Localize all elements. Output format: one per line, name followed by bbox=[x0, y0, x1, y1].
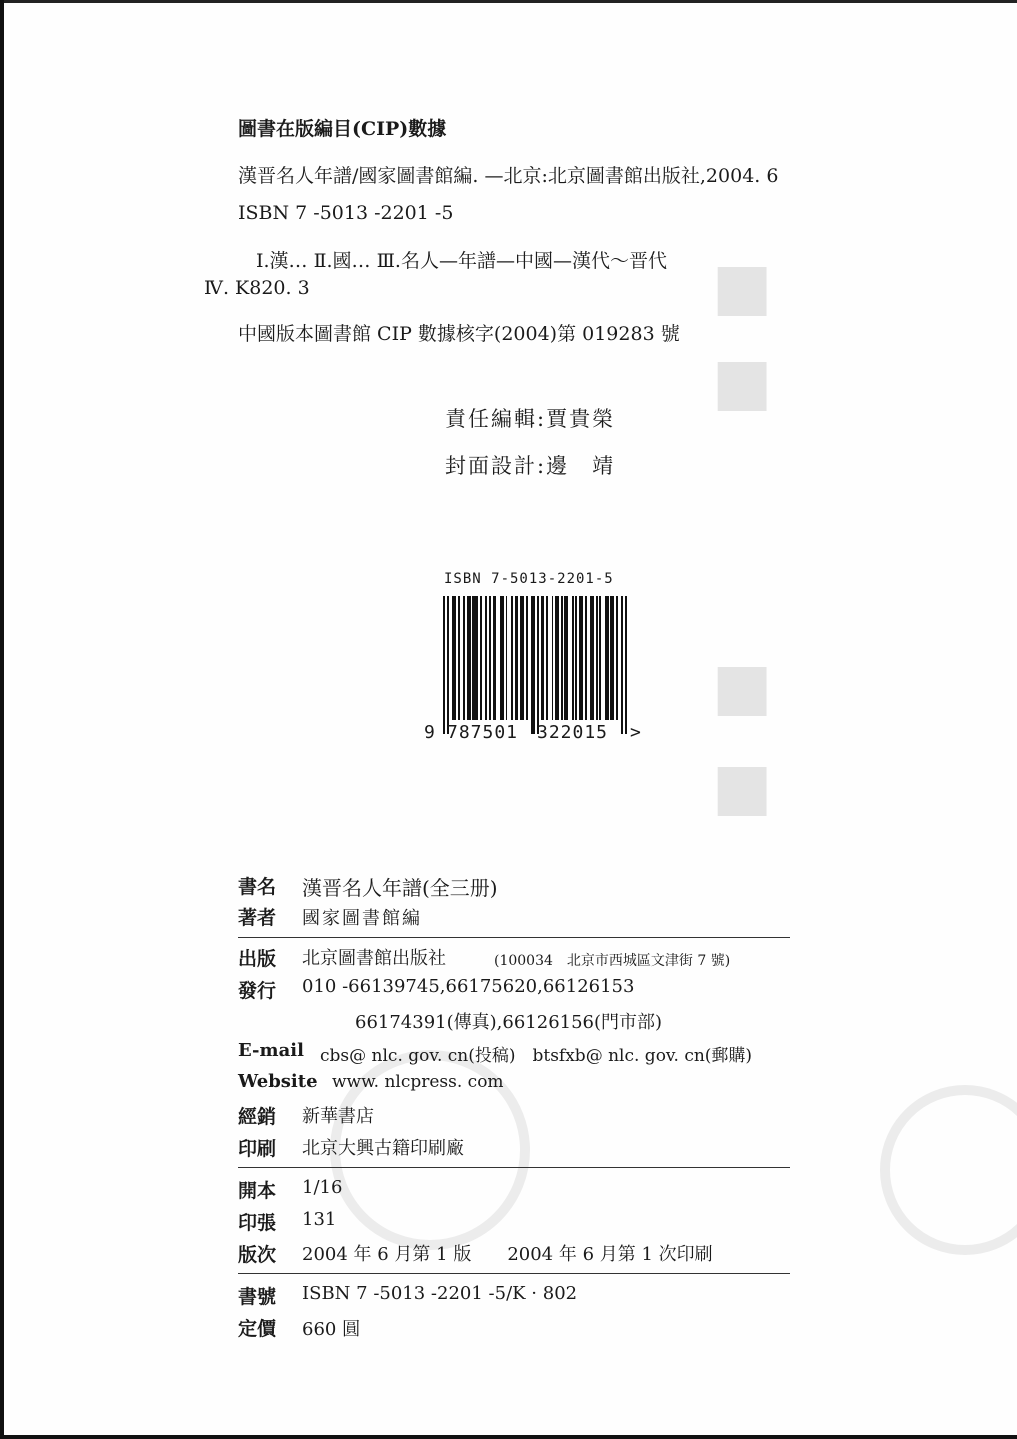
printer-value: 北京大興古籍印刷廠 bbox=[302, 1138, 464, 1159]
barcode-bar bbox=[469, 596, 471, 720]
divider bbox=[238, 937, 790, 938]
divider bbox=[238, 1273, 790, 1274]
barcode-bar bbox=[552, 596, 554, 720]
publisher-address: (100034 北京市西城區文津街 7 號) bbox=[494, 953, 731, 969]
title-value: 漢晋名人年譜(全三册) bbox=[302, 876, 498, 900]
barcode-bar bbox=[585, 596, 587, 720]
barcode-bar bbox=[557, 596, 559, 720]
cip-subjects: Ⅰ.漢… Ⅱ.國… Ⅲ.名人—年譜—中國—漢代～晋代 bbox=[256, 250, 667, 272]
barcode-bar bbox=[476, 596, 478, 720]
format-label: 開本 bbox=[238, 1180, 277, 1202]
cip-entry: 漢晋名人年譜/國家圖書館編. —北京:北京圖書館出版社,2004. 6 bbox=[238, 165, 779, 187]
barcode-bar bbox=[506, 596, 508, 720]
book-number-label: 書號 bbox=[238, 1286, 277, 1308]
barcode-bar bbox=[581, 596, 583, 720]
website-value: www. nlcpress. com bbox=[332, 1072, 504, 1092]
barcode-bar bbox=[443, 596, 445, 734]
seller-value: 新華書店 bbox=[302, 1106, 374, 1127]
price-label: 定價 bbox=[238, 1318, 277, 1340]
barcode-bar bbox=[454, 596, 456, 720]
barcode-bar bbox=[458, 596, 460, 720]
barcode-bar bbox=[533, 596, 535, 734]
edition-value: 2004 年 6 月第 1 版 2004 年 6 月第 1 次印刷 bbox=[302, 1244, 713, 1265]
barcode-bar bbox=[537, 596, 539, 734]
barcode-bar bbox=[575, 596, 577, 720]
barcode-bar bbox=[596, 596, 598, 720]
website-label: Website bbox=[238, 1071, 318, 1092]
barcode-bar bbox=[607, 596, 609, 720]
barcode-digits-right: 322015 bbox=[537, 722, 609, 743]
barcode-bar bbox=[485, 596, 487, 720]
page-edge-left bbox=[0, 0, 4, 1439]
distribution-label: 發行 bbox=[238, 980, 277, 1002]
barcode-bar bbox=[625, 596, 627, 734]
distribution-phone-2: 66174391(傳真),66126156(門市部) bbox=[355, 1012, 663, 1033]
barcode-bar bbox=[561, 596, 563, 720]
barcode-bar bbox=[599, 596, 601, 720]
barcode-bar bbox=[546, 596, 548, 720]
distribution-phone-1: 010 -66139745,66175620,66126153 bbox=[302, 976, 635, 997]
ghost-wheel bbox=[880, 1085, 1017, 1255]
barcode-bar bbox=[447, 596, 449, 734]
sheets-value: 131 bbox=[302, 1209, 337, 1230]
page-edge-bottom bbox=[0, 1435, 1017, 1439]
barcode-bar bbox=[480, 596, 482, 720]
author-value: 國家圖書館編 bbox=[302, 908, 422, 929]
barcode-bar bbox=[616, 596, 618, 720]
barcode bbox=[443, 596, 627, 724]
barcode-bar bbox=[621, 596, 623, 734]
barcode-bar bbox=[495, 596, 497, 720]
barcode-isbn-text: ISBN 7-5013-2201-5 bbox=[444, 571, 614, 587]
cip-isbn: ISBN 7 -5013 -2201 -5 bbox=[238, 202, 454, 224]
cip-approval: 中國版本圖書館 CIP 數據核字(2004)第 019283 號 bbox=[238, 323, 680, 345]
cip-classification: Ⅳ. K820. 3 bbox=[204, 277, 310, 299]
barcode-bar bbox=[517, 596, 519, 720]
barcode-bar bbox=[502, 596, 504, 720]
publisher-label: 出版 bbox=[238, 948, 277, 970]
barcode-bar bbox=[566, 596, 568, 720]
edition-label: 版次 bbox=[238, 1244, 277, 1266]
email-value: cbs@ nlc. gov. cn(投稿) btsfxb@ nlc. gov. cn(郵購) bbox=[320, 1046, 753, 1066]
publisher-value: 北京圖書館出版社 bbox=[302, 948, 446, 969]
title-label: 書名 bbox=[238, 876, 277, 898]
barcode-bar bbox=[463, 596, 465, 720]
barcode-digits-left: 787501 bbox=[447, 722, 519, 743]
divider bbox=[238, 1167, 790, 1168]
book-number-value: ISBN 7 -5013 -2201 -5/K · 802 bbox=[302, 1283, 578, 1304]
cip-heading: 圖書在版編目(CIP)數據 bbox=[238, 118, 447, 140]
sheets-label: 印張 bbox=[238, 1212, 277, 1234]
barcode-digit-first: 9 bbox=[424, 722, 435, 743]
barcode-bar bbox=[489, 596, 491, 720]
barcode-bar bbox=[526, 596, 528, 720]
barcode-bar bbox=[542, 596, 544, 720]
seller-label: 經銷 bbox=[238, 1106, 277, 1128]
cover-design-credit: 封面設計:邊 靖 bbox=[445, 454, 616, 478]
editor-credit: 責任編輯:賈貴榮 bbox=[445, 407, 616, 431]
barcode-bar bbox=[511, 596, 513, 720]
author-label: 著者 bbox=[238, 907, 277, 929]
barcode-bar bbox=[592, 596, 594, 720]
barcode-bar bbox=[522, 596, 524, 720]
page-edge-top bbox=[0, 0, 1017, 3]
format-value: 1/16 bbox=[302, 1177, 343, 1198]
barcode-bar bbox=[612, 596, 614, 720]
barcode-bar bbox=[572, 596, 574, 720]
email-label: E-mail bbox=[238, 1040, 304, 1061]
printer-label: 印刷 bbox=[238, 1138, 277, 1160]
barcode-arrow: > bbox=[630, 722, 641, 743]
price-value: 660 圓 bbox=[302, 1319, 361, 1340]
